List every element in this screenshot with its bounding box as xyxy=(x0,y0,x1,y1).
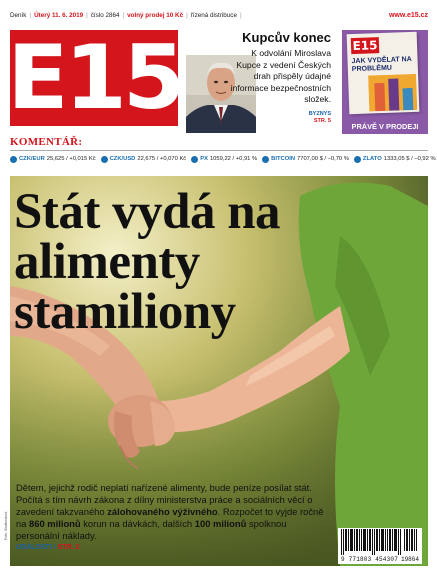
side-story-section xyxy=(228,111,331,125)
ticker-item xyxy=(262,154,349,164)
magazine-promo[interactable] xyxy=(342,30,428,134)
e15-logo xyxy=(7,26,182,129)
ticker-value: 7707,00 $ / –0,70 % xyxy=(297,156,349,162)
lead-paragraph xyxy=(16,482,328,542)
ticker-value: 1333,05 $ / –0,92 % xyxy=(383,156,436,162)
side-story[interactable] xyxy=(228,30,331,125)
main-headline[interactable]: Stát vydá na alimenty stamiliony xyxy=(14,184,281,340)
ticker-name: ZLATO xyxy=(362,156,382,162)
lead-bold: 100 milionů xyxy=(194,517,247,529)
ticker-item xyxy=(191,154,257,164)
ticker-value: 1059,22 / +0,91 % xyxy=(209,156,258,162)
comment-label[interactable]: KOMENTÁŘ: xyxy=(10,136,83,148)
ticker-bullet-icon xyxy=(262,156,269,163)
ticker-bullet-icon xyxy=(101,156,108,163)
ticker-value: 25,625 / +0,015 Kč xyxy=(46,156,96,162)
lead-section-name: UDÁLOSTI xyxy=(16,544,52,551)
ticker-name: CZK/USD xyxy=(109,156,136,162)
website-link[interactable]: www.e15.cz xyxy=(388,12,428,19)
barcode-number: 9 771803 454307 xyxy=(341,556,399,563)
lead-bold: zálohovaného výživného xyxy=(107,505,218,517)
issue-date: Úterý 11. 6. 2019 xyxy=(34,12,84,19)
ticker-item xyxy=(10,154,96,164)
photo-credit: Foto: Shutterstock xyxy=(4,511,8,540)
lead-section-ref[interactable]: UDÁLOSTI / STR. 2 xyxy=(16,544,80,551)
magazine-cover xyxy=(347,32,420,114)
barcode-issue-code: 19864 xyxy=(400,556,419,563)
barcode-icon xyxy=(338,528,422,556)
masthead-bar: Deník | Úterý 11. 6. 2019 | číslo 2864 | volný prodej 10 Kč | řízená distribuce | www.e15.cz xyxy=(10,12,428,19)
side-story-title: Kupcův konec xyxy=(242,30,331,45)
magazine-logo: E15 xyxy=(352,38,378,54)
divider xyxy=(10,150,428,151)
price: volný prodej 10 Kč xyxy=(127,12,184,19)
ticker-name: BITCOIN xyxy=(271,156,296,162)
side-story-page: STR. 5 xyxy=(313,117,331,124)
lead-text: . Rozpočet to vyjde ročně na xyxy=(16,505,324,529)
ticker-item xyxy=(101,154,187,164)
promo-label: PRÁVĚ V PRODEJI xyxy=(351,122,419,131)
distribution: řízená distribuce xyxy=(190,12,237,19)
ticker-item xyxy=(354,154,436,164)
ticker-name: CZK/EUR xyxy=(19,156,45,162)
side-story-text: K odvolání Miroslava Kupce z vedení Českých drah přispěly údajné informace bezpečnostních složek. xyxy=(230,48,331,105)
magazine-title: JAK VYDĚLAT NA PROBLÉMU xyxy=(351,56,412,74)
issue-number: číslo 2864 xyxy=(90,12,120,19)
barcode xyxy=(338,528,422,564)
side-story-section-name: BYZNYS xyxy=(308,110,331,117)
paper-type: Deník xyxy=(10,12,27,19)
ticker-name: PX xyxy=(200,156,208,162)
ticker-bullet-icon xyxy=(10,156,17,163)
lead-bold: 860 milionů xyxy=(29,517,81,529)
ticker-bullet-icon xyxy=(191,156,198,163)
logo-text: E15 xyxy=(7,26,182,129)
lead-text: Dětem, jejichž rodič neplatí nařízené alimenty, bude peníze posílat stát. Počítá s tím návrh zákona z dílny ministerstva práce a sociálních věcí o zavedení takzvaného xyxy=(16,482,313,517)
magazine-illustration-icon xyxy=(368,74,417,112)
lead-text: korun na dávkách, dalších xyxy=(80,517,195,529)
ticker-value: 22,675 / +0,070 Kč xyxy=(137,156,187,162)
ticker-bullet-icon xyxy=(354,156,361,163)
market-ticker xyxy=(10,154,436,164)
lead-text: spolknou personální náklady. xyxy=(16,517,287,541)
lead-section-page: STR. 2 xyxy=(57,544,80,551)
